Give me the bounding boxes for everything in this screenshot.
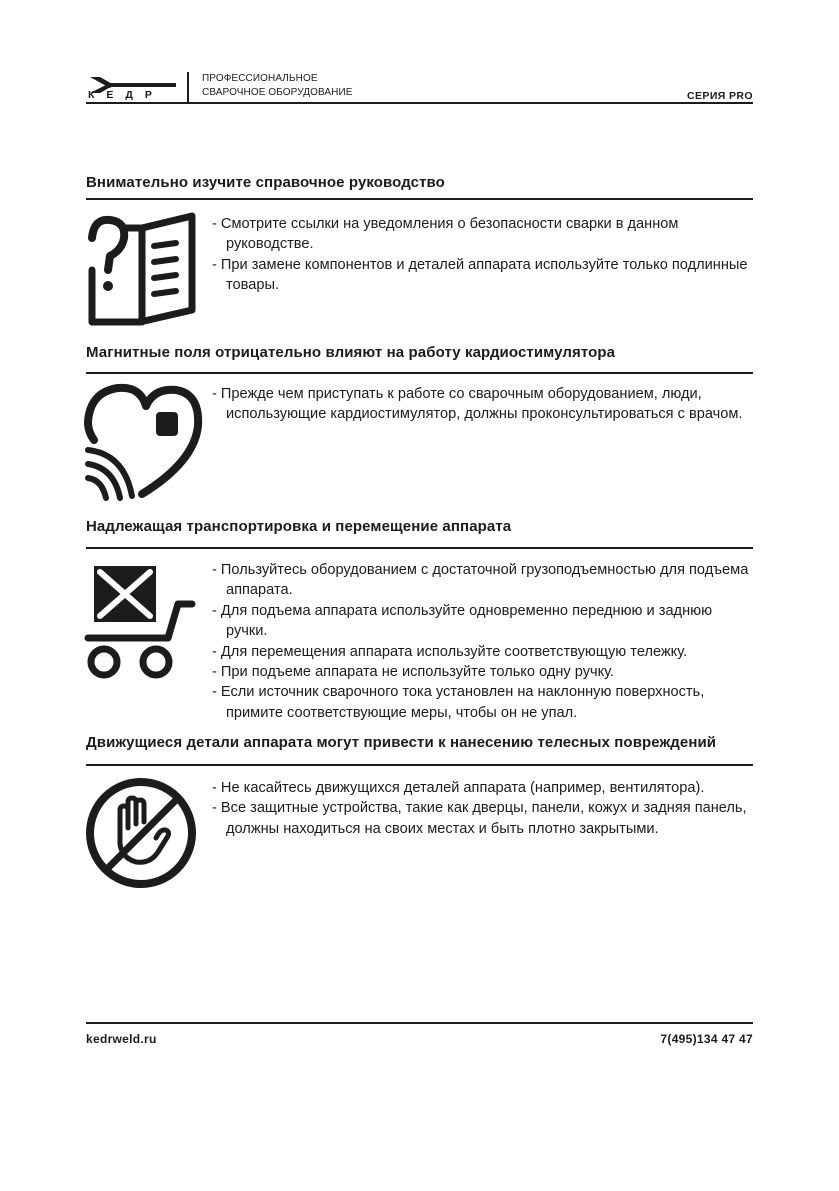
section-rule	[86, 764, 753, 766]
section-title-pacemaker: Магнитные поля отрицательно влияют на работу кардиостимулятора	[86, 344, 616, 361]
section-title-manual: Внимательно изучите справочное руководство	[86, 174, 445, 191]
footer-rule	[86, 1022, 753, 1024]
section-rule	[86, 372, 753, 374]
footer-phone[interactable]: 7(495)134 47 47	[660, 1032, 753, 1046]
list-item: - Для перемещения аппарата используйте соответствующую тележку.	[212, 642, 757, 662]
section-list-moving-parts	[212, 778, 757, 839]
section-list-transport	[212, 560, 757, 723]
section-list-pacemaker	[212, 384, 757, 425]
company-line-1: ПРОФЕССИОНАЛЬНОЕ	[202, 73, 318, 84]
list-item: - Все защитные устройства, такие как дверцы, панели, кожух и задняя панель, должны находиться на своих местах и быть плотно закрытыми.	[212, 798, 757, 839]
series-label: СЕРИЯ PRO	[687, 90, 753, 102]
company-tagline	[202, 72, 353, 100]
list-item: - При замене компонентов и деталей аппарата используйте только подлинные товары.	[212, 255, 757, 296]
section-title-transport: Надлежащая транспортировка и перемещение аппарата	[86, 518, 512, 535]
section-rule	[86, 547, 753, 549]
list-item: - Смотрите ссылки на уведомления о безопасности сварки в данном руководстве.	[212, 214, 757, 255]
list-item: - Для подъема аппарата используйте одновременно переднюю и заднюю ручки.	[212, 601, 757, 642]
no-touch-hand-icon	[84, 776, 200, 897]
list-item: - Не касайтесь движущихся деталей аппарата (например, вентилятора).	[212, 778, 757, 798]
cart-box-icon	[84, 564, 204, 689]
section-title-moving-parts: Движущиеся детали аппарата могут привести к нанесению телесных повреждений	[86, 734, 717, 751]
company-line-2: СВАРОЧНОЕ ОБОРУДОВАНИЕ	[202, 87, 353, 98]
list-item: - Прежде чем приступать к работе со сварочным оборудованием, люди, использующие кардиостимулятор, должны проконсультироваться с врачом.	[212, 384, 757, 425]
pacemaker-heart-icon	[84, 382, 204, 512]
section-list-manual	[212, 214, 757, 296]
header-divider	[187, 72, 189, 102]
footer-website[interactable]: kedrweld.ru	[86, 1032, 157, 1046]
list-item: - Если источник сварочного тока установлен на наклонную поверхность, примите соответствующие меры, чтобы он не упал.	[212, 682, 757, 723]
manual-book-icon	[84, 210, 204, 335]
header-rule	[86, 102, 753, 104]
logo-text: КЕДР	[88, 89, 164, 101]
list-item: - Пользуйтесь оборудованием с достаточной грузоподъемностью для подъема аппарата.	[212, 560, 757, 601]
list-item: - При подъеме аппарата не используйте только одну ручку.	[212, 662, 757, 682]
section-rule	[86, 198, 753, 200]
